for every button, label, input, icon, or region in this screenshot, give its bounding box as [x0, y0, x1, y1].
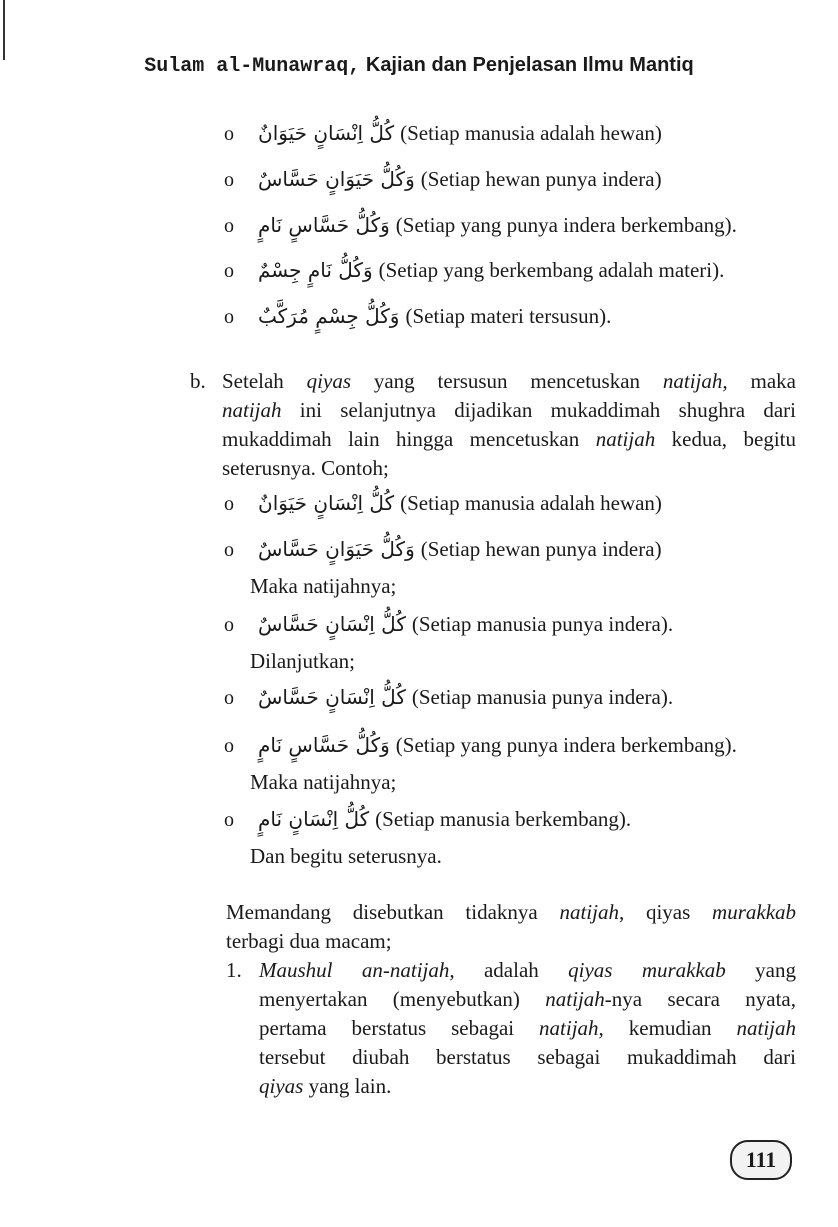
page-number-badge: 111 — [730, 1140, 792, 1180]
item-text: (Setiap yang punya indera berkembang). — [395, 213, 737, 237]
intro-paragraph — [226, 898, 796, 956]
paragraph-line — [259, 1014, 796, 1043]
bullet-circle-icon: o — [224, 735, 234, 757]
italic-term: natijah, — [559, 900, 625, 924]
paragraph-line — [226, 898, 796, 927]
item-text: (Setiap manusia punya indera). — [411, 612, 674, 636]
text-run: pertama berstatus sebagai — [259, 1016, 540, 1040]
bullet-circle-icon: o — [224, 493, 234, 515]
arabic-text: وَكُلُّ حَيَوَانٍ حَسَّاسٌ — [258, 167, 415, 191]
text-run: Memandang disebutkan tidaknya — [226, 900, 560, 924]
list-item — [224, 116, 662, 150]
arabic-text: وَكُلُّ حَسَّاسٍ نَامٍ — [258, 213, 390, 237]
item-text: (Setiap manusia adalah hewan) — [400, 121, 662, 145]
italic-term: qiyas — [259, 1074, 304, 1098]
paragraph-line — [222, 425, 796, 454]
arabic-text: كُلُّ اِنْسَانٍ حَسَّاسٌ — [258, 685, 406, 709]
continuation-label: Dilanjutkan; — [250, 649, 355, 673]
section-marker: b. — [190, 369, 206, 393]
list-item — [224, 680, 673, 714]
item-text: (Setiap yang punya indera berkembang). — [395, 733, 737, 757]
page-edge-line — [3, 0, 5, 60]
list-item — [224, 607, 673, 641]
bullet-circle-icon: o — [224, 169, 234, 191]
arabic-text: كُلُّ اِنْسَانٍ نَامٍ — [258, 807, 370, 831]
list-item — [224, 486, 662, 520]
italic-term: Maushul an-natijah, — [259, 958, 455, 982]
arabic-text: وَكُلُّ حَسَّاسٍ نَامٍ — [258, 733, 390, 757]
italic-term: natijah, — [662, 369, 728, 393]
list-item — [224, 532, 662, 566]
section-b-paragraph — [222, 367, 796, 483]
item-text: (Setiap manusia berkembang). — [375, 807, 632, 831]
list-item — [224, 728, 737, 762]
text-run: yang lain. — [303, 1074, 392, 1098]
bullet-circle-icon: o — [224, 809, 234, 831]
text-run: -nya secara nyata, — [604, 987, 796, 1011]
arabic-text: كُلُّ اِنْسَانٍ حَيَوَانٌ — [258, 121, 395, 145]
bullet-circle-icon: o — [224, 614, 234, 636]
list-item — [224, 802, 631, 836]
item-text: (Setiap hewan punya indera) — [420, 167, 662, 191]
paragraph-line — [259, 1072, 796, 1101]
item-text: (Setiap manusia adalah hewan) — [400, 491, 662, 515]
bullet-circle-icon: o — [224, 687, 234, 709]
italic-term: natijah — [736, 1016, 797, 1040]
italic-term: qiyas — [306, 369, 351, 393]
item-text: (Setiap yang berkembang adalah materi). — [378, 258, 725, 282]
bullet-circle-icon: o — [224, 306, 234, 328]
italic-term: qiyas murakkab — [568, 958, 726, 982]
text-run: ini selanjutnya dijadikan mukaddimah shughra dari — [281, 398, 796, 422]
bullet-circle-icon: o — [224, 215, 234, 237]
arabic-text: وَكُلُّ جِسْمٍ مُرَكَّبٌ — [258, 304, 400, 328]
arabic-text: كُلُّ اِنْسَانٍ حَيَوَانٌ — [258, 491, 395, 515]
text-run: menyertakan (menyebutkan) — [259, 987, 546, 1011]
text-run: maka — [727, 369, 796, 393]
text-run: Setelah — [222, 369, 307, 393]
paragraph-line: terbagi dua macam; — [226, 929, 392, 953]
text-run: adalah — [454, 958, 569, 982]
arabic-text: وَكُلُّ نَامٍ جِسْمٌ — [258, 258, 373, 282]
list-item — [224, 208, 737, 242]
italic-term: natijah, — [539, 1016, 604, 1040]
list-item — [224, 162, 662, 196]
text-run: kemudian — [603, 1016, 737, 1040]
conclusion-label: Maka natijahnya; — [250, 770, 397, 794]
paragraph-line: seterusnya. Contoh; — [222, 456, 389, 480]
item-1-paragraph — [259, 956, 796, 1101]
italic-term: natijah — [545, 987, 605, 1011]
text-run: kedua, begitu — [655, 427, 796, 451]
item-text: (Setiap hewan punya indera) — [420, 537, 662, 561]
list-item — [224, 299, 611, 333]
text-run: yang tersusun mencetuskan — [351, 369, 663, 393]
text-run: yang — [725, 958, 796, 982]
paragraph-line — [259, 956, 796, 985]
closing-label: Dan begitu seterusnya. — [250, 844, 442, 868]
header-title-part: Sulam al-Munawraq, — [144, 55, 361, 78]
item-number: 1. — [226, 958, 242, 982]
text-run: qiyas — [624, 900, 713, 924]
paragraph-line: tersebut diubah berstatus sebagai mukaddimah dari — [259, 1045, 796, 1069]
italic-term: murakkab — [712, 900, 797, 924]
italic-term: natijah — [222, 398, 282, 422]
bullet-circle-icon: o — [224, 123, 234, 145]
item-text: (Setiap manusia punya indera). — [411, 685, 674, 709]
bullet-circle-icon: o — [224, 539, 234, 561]
text-run: mukaddimah lain hingga mencetuskan — [222, 427, 596, 451]
item-text: (Setiap materi tersusun). — [405, 304, 612, 328]
bullet-circle-icon: o — [224, 260, 234, 282]
arabic-text: وَكُلُّ حَيَوَانٍ حَسَّاسٌ — [258, 537, 415, 561]
paragraph-line — [222, 396, 796, 425]
running-header — [0, 54, 838, 78]
paragraph-line — [222, 367, 796, 396]
header-title-part: Kajian dan Penjelasan Ilmu Mantiq — [360, 54, 694, 76]
italic-term: natijah — [595, 427, 656, 451]
list-item — [224, 253, 724, 287]
arabic-text: كُلُّ اِنْسَانٍ حَسَّاسٌ — [258, 612, 406, 636]
conclusion-label: Maka natijahnya; — [250, 574, 397, 598]
paragraph-line — [259, 985, 796, 1014]
